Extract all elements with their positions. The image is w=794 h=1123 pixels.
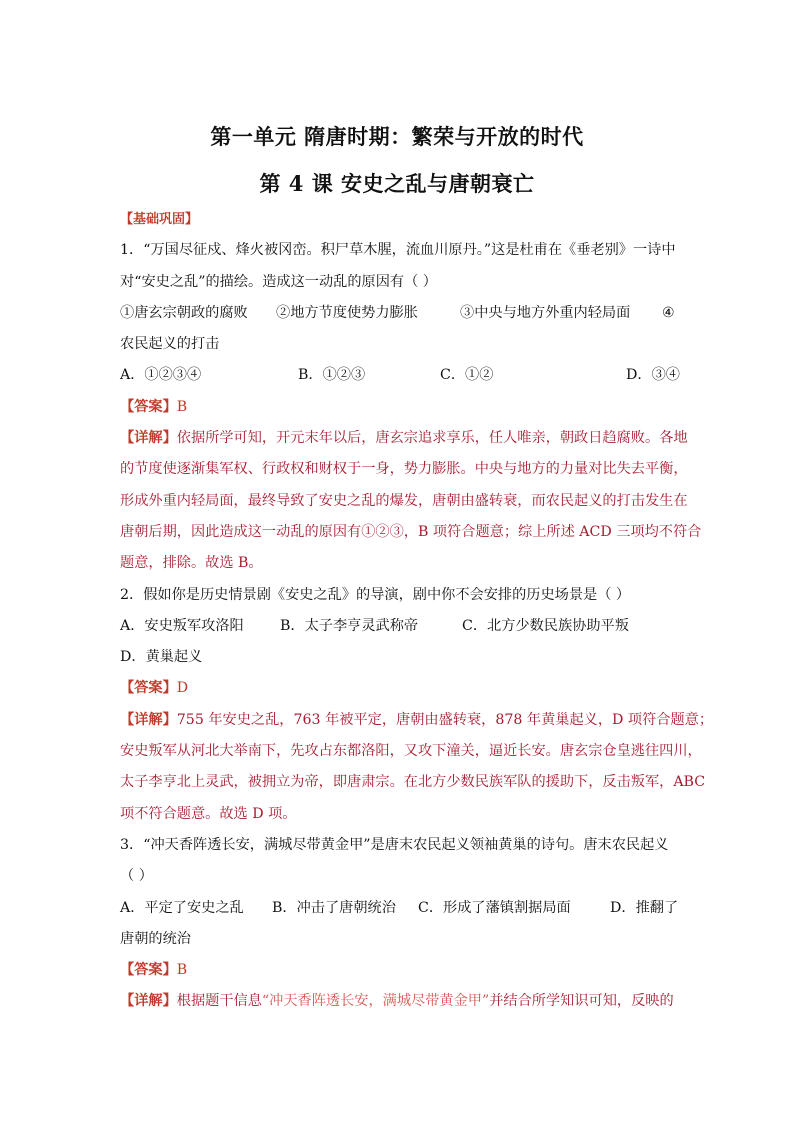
q1-option-d: D．③④: [626, 367, 680, 384]
q2-option-d: D．黄巢起义: [120, 649, 203, 666]
q1-stem-line1: 1．“万国尽征戍、烽火被冈峦。积尸草木腥，流血川原丹。”这是杜甫在《垂老别》一诗中: [120, 242, 676, 259]
q2-explain-line3: 太子李亨北上灵武，被拥立为帝，即唐肃宗。在北方少数民族军队的援助下，反击叛军，ABC: [120, 774, 706, 791]
q2-explain-text1: 755 年安史之乱，763 年被平定，唐朝由盛转衰，878 年黄巢起义，D 项符合题意；: [176, 711, 714, 728]
q1-item-1: ①唐玄宗朝政的腐败: [120, 304, 248, 321]
q3-option-b: B．冲击了唐朝统治: [272, 899, 396, 916]
q1-items: [120, 298, 680, 329]
section-label: 【基础巩固】: [120, 212, 199, 227]
q1-explain-line5: 题意，排除。故选 B。: [120, 555, 263, 572]
q1-explain-tag: 【详解】: [120, 430, 177, 447]
q3-options: [120, 893, 680, 924]
q3-explain-pre: 根据题干信息: [176, 993, 262, 1010]
q2-options: [120, 611, 680, 642]
q1-answer-value: B: [176, 398, 188, 415]
unit-title: 第一单元 隋唐时期：繁荣与开放的时代: [210, 124, 584, 149]
q1-stem-line2: 对“安史之乱”的描绘。造成这一动乱的原因有（ ）: [120, 273, 437, 290]
q1-explain-line2: 的节度使逐渐集军权、行政权和财权于一身，势力膨胀。中央与地方的力量对比失去平衡，: [120, 461, 688, 478]
q3-answer-value: B: [176, 962, 188, 979]
q3-answer: [120, 955, 680, 986]
q1-explain-text1: 依据所学可知，开元末年以后，唐玄宗追求享乐，任人唯亲，朝政日趋腐败。各地: [176, 430, 688, 447]
lesson-title: 第 4 课 安史之乱与唐朝衰亡: [259, 171, 535, 196]
q3-explain-quote: “冲天香阵透长安，满城尽带黄金甲”: [261, 993, 490, 1010]
q3-explain-tag: 【详解】: [120, 993, 177, 1010]
q1-explain-line1: [120, 423, 688, 454]
q1-option-a: A．①②③④: [120, 367, 202, 384]
q3-explain-line1: [120, 986, 680, 1017]
q2-option-a: A．安史叛军攻洛阳: [120, 617, 244, 634]
q3-stem-line1: 3．“冲天香阵透长安，满城尽带黄金甲”是唐末农民起义领袖黄巢的诗句。唐末农民起义: [120, 836, 669, 853]
q1-option-c: C．①②: [440, 367, 494, 384]
q1-item-4: ④: [662, 304, 675, 321]
q2-explain-line2: 安史叛军从河北大举南下，先攻占东都洛阳，又攻下潼关，逼近长安。唐玄宗仓皇逃往四川，: [120, 743, 702, 760]
content: [120, 204, 714, 1018]
q1-item-2: ②地方节度使势力膨胀: [276, 304, 418, 321]
q1-item-4-cont: 农民起义的打击: [120, 336, 220, 353]
q1-option-b: B．①②③: [298, 367, 366, 384]
q3-option-d-cont: 唐朝的统治: [120, 930, 191, 947]
q2-option-c: C．北方少数民族协助平叛: [462, 617, 629, 634]
q3-option-c: C．形成了藩镇割据局面: [418, 899, 571, 916]
q2-answer-tag: 【答案】: [120, 680, 177, 697]
q2-answer: [120, 673, 680, 704]
q1-answer: [120, 392, 680, 423]
q2-explain-line4: 项不符合题意。故选 D 项。: [120, 805, 297, 822]
q1-item-3: ③中央与地方外重内轻局面: [460, 304, 631, 321]
q1-explain-line3: 形成外重内轻局面，最终导致了安史之乱的爆发，唐朝由盛转衰，而农民起义的打击发生在: [120, 492, 688, 509]
q3-stem-line2: （ ）: [120, 868, 153, 885]
q2-answer-value: D: [176, 680, 189, 697]
q2-option-b: B．太子李亨灵武称帝: [280, 617, 419, 634]
q3-option-d: D．推翻了: [610, 899, 679, 916]
q2-stem: 2．假如你是历史情景剧《安史之乱》的导演，剧中你不会安排的历史场景是（ ）: [120, 586, 631, 603]
q1-answer-tag: 【答案】: [120, 398, 177, 415]
q2-explain-tag: 【详解】: [120, 711, 177, 728]
q1-options: [120, 360, 680, 391]
q3-explain-post: 并结合所学知识可知，反映的: [489, 993, 674, 1010]
q3-answer-tag: 【答案】: [120, 962, 177, 979]
q2-explain-line1: [120, 705, 714, 736]
q3-option-a: A．平定了安史之乱: [120, 899, 244, 916]
q1-explain-line4: 唐朝后期，因此造成这一动乱的原因有①②③，B 项符合题意；综上所述 ACD 三项均不符合: [120, 523, 702, 540]
